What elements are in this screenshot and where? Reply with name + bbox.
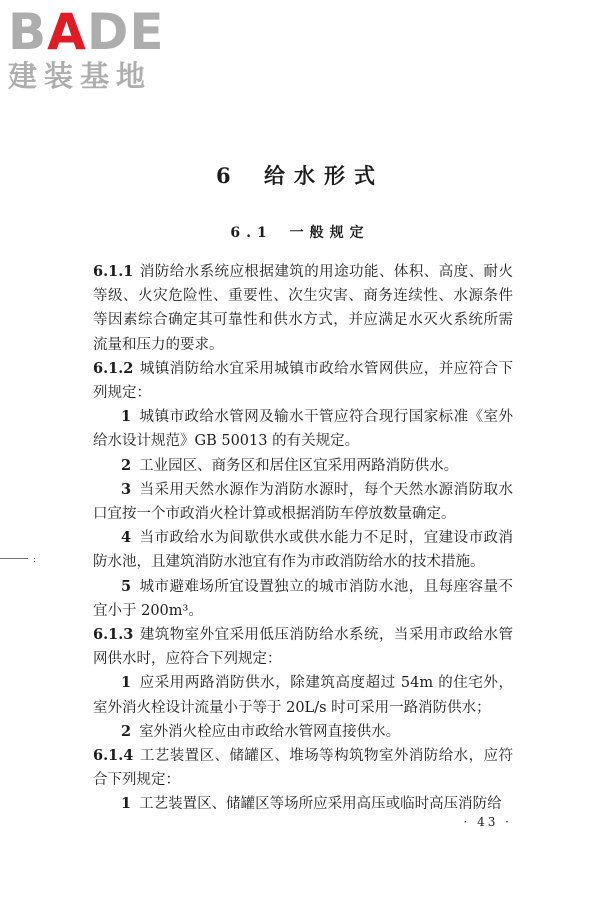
- list-item: 1 工艺装置区、储罐区等场所应采用高压或临时高压消防给: [121, 795, 502, 813]
- logo-subtitle: 建装基地: [8, 59, 153, 93]
- list-item: 3 当采用天然水源作为消防水源时，每个天然水源消防取水口宜按一个市政消火栓计算或根据消防车停放数量确定。: [93, 480, 513, 523]
- logo-wordmark: BADE: [8, 3, 165, 61]
- margin-rule: [0, 558, 28, 559]
- margin-dot-mark: :: [33, 555, 37, 565]
- list-item: 4 当市政给水为间歇供水或供水能力不足时，宜建设市政消防水池，且建筑消防水池宜有作为市政消防给水的技术措施。: [93, 529, 513, 571]
- section-title: 6.1 一般规定: [230, 225, 370, 241]
- list-item: 2 室外消火栓应由市政给水管网直接供水。: [121, 722, 401, 740]
- clause-6-1-1: 6.1.1 消防给水系统应根据建筑的用途功能、体积、高度、耐火等级、火灾危险性、重要性、次生灾害、商务连续性、水源条件等因素综合确定其可靠性和供水方式，并应满足水灭火系统所需流量和压力的要求。: [93, 263, 513, 353]
- document-body: [93, 260, 513, 817]
- list-item: 2 工业园区、商务区和居住区宜采用两路消防供水。: [121, 456, 459, 474]
- clause-6-1-2: 6.1.2 城镇消防给水宜采用城镇市政给水管网供应，并应符合下列规定：: [93, 359, 513, 402]
- clause-6-1-4: 6.1.4 工艺装置区、储罐区、堆场等构筑物室外消防给水，应符合下列规定：: [93, 747, 513, 789]
- chapter-title: 6 给水形式: [216, 163, 384, 188]
- list-item: 5 城市避难场所宜设置独立的城市消防水池，且每座容量不宜小于 200m³。: [93, 577, 513, 619]
- bade-logo: [8, 4, 178, 94]
- clause-6-1-3: 6.1.3 建筑物室外宜采用低压消防给水系统，当采用市政给水管网供水时，应符合下列规定：: [93, 626, 513, 668]
- list-item: 1 城镇市政给水管网及输水干管应符合现行国家标准《室外给水设计规范》GB 50013 的有关规定。: [93, 408, 513, 450]
- list-item: 1 应采用两路消防供水，除建筑高度超过 54m 的住宅外，室外消火栓设计流量小于等于 20L/s 时可采用一路消防供水；: [93, 674, 513, 716]
- page-number: · 43 ·: [463, 815, 512, 829]
